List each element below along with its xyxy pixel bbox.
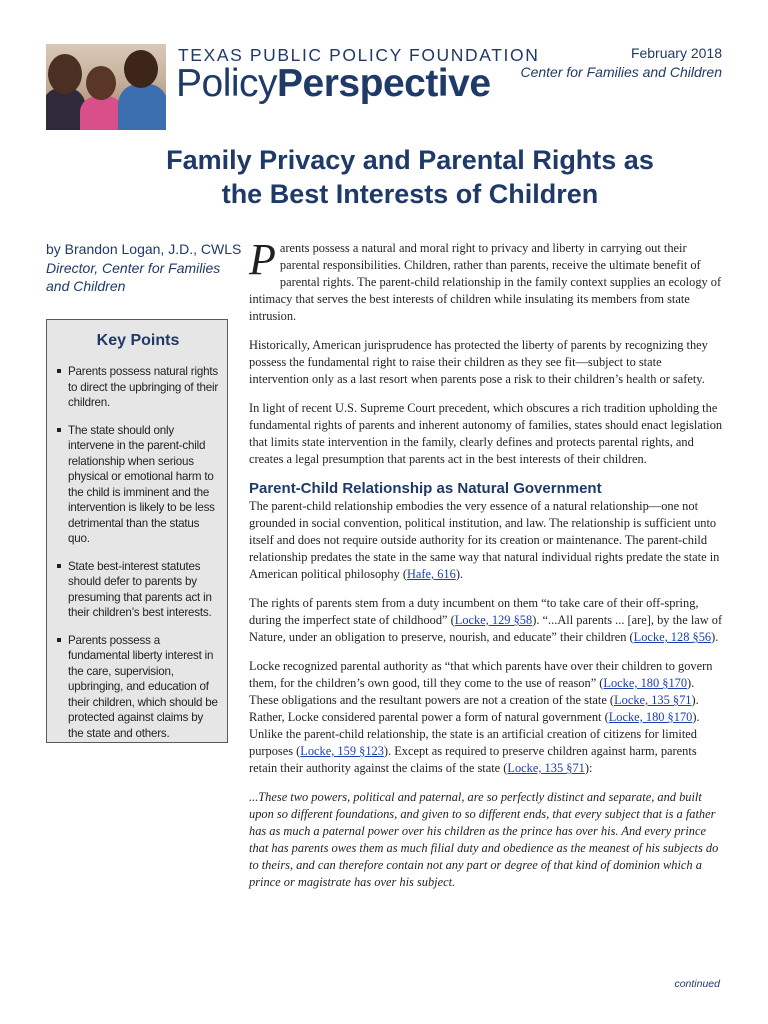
key-point: Parents possess natural rights to direct the upbringing of their children. <box>57 364 219 411</box>
paragraph-5-text: The rights of parents stem from a duty incumbent on them “to take care of their off-spring, during the imperfect state of childhood” ( <box>249 596 699 627</box>
brand-logo <box>176 62 491 106</box>
page-title <box>150 143 670 211</box>
publication-date: February 2018 <box>630 45 722 61</box>
citation-link[interactable]: Hafe, 616 <box>406 567 456 581</box>
paragraph-4-end: ). <box>455 567 464 581</box>
paragraph-3: In light of recent U.S. Supreme Court precedent, which obscures a rich tradition upholding the fundamental rights of parents and inherent autonomy of families, states should enact legislation that limits state intervention in the family, clearly defines and protects parental rights, and creates a legal presumption that parents act in the best interests of their children. <box>249 401 723 466</box>
citation-link[interactable]: Locke, 135 §71 <box>614 693 692 707</box>
paragraph-6 <box>249 658 723 777</box>
publication-info <box>520 44 722 82</box>
key-points-list <box>57 364 219 741</box>
author-role-2: and Children <box>46 278 126 294</box>
paragraph-5-text: ). <box>711 630 719 644</box>
citation-link[interactable]: Locke, 128 §56 <box>633 630 712 644</box>
paragraph-4-text: The parent-child relationship embodies the very essence of a natural relationship—one not grounded in social convention, political institution, and law. The relationship is sufficient unto itself and does not require outside authority for its creation or maintenance. The parent-child relationship predates the state in the same way that natural individual rights predate the state in American political philosophy ( <box>249 499 720 581</box>
key-point: The state should only intervene in the parent-child relationship when serious physical or emotional harm to the child is imminent and the intervention is likely to be less detrimental than the status quo. <box>57 423 219 547</box>
citation-link[interactable]: Locke, 159 §123 <box>300 744 384 758</box>
author-block <box>46 240 246 296</box>
family-photo <box>46 44 166 130</box>
paragraph-4 <box>249 498 723 583</box>
org-name: TEXAS PUBLIC POLICY FOUNDATION <box>178 45 540 65</box>
brand-bold: Perspective <box>277 62 491 105</box>
brand-light: Policy <box>176 62 278 105</box>
citation-link[interactable]: Locke, 180 §170 <box>608 710 693 724</box>
paragraph-5 <box>249 595 723 646</box>
key-point: State best-interest statutes should defer to parents by presuming that parents act in their children’s best interests. <box>57 559 219 621</box>
paragraph-6-text: ). Except as required to preserve children against harm, parents retain their authority against the claims of the state ( <box>249 744 697 775</box>
paragraph-6-text: ). These obligations and the resultant powers are not a creation of the state ( <box>249 676 695 707</box>
author-name: by Brandon Logan, J.D., CWLS <box>46 241 242 257</box>
section-heading: Parent-Child Relationship as Natural Government <box>249 480 602 497</box>
paragraph-1 <box>249 235 723 325</box>
key-points-box <box>46 319 228 743</box>
article-body <box>249 235 723 903</box>
key-point: Parents possess a fundamental liberty interest in the care, supervision, upbringing, and education of their children, which should be protected against claims by the state and others. <box>57 633 219 742</box>
author-role-1: Director, Center for Families <box>46 259 221 276</box>
title-line-1: Family Privacy and Parental Rights as <box>166 145 654 175</box>
key-points-heading: Key Points <box>96 332 180 349</box>
center-name: Center for Families and Children <box>520 64 722 80</box>
continued-label: continued <box>674 978 720 990</box>
drop-cap: P <box>249 235 276 284</box>
citation-link[interactable]: Locke, 129 §58 <box>454 613 533 627</box>
paragraph-5-text: ). “...All parents ... [are], by the law of Nature, under an obligation to preserve, nourish, and educate” their children ( <box>249 613 723 644</box>
paragraph-1-text: arents possess a natural and moral right to privacy and liberty in carrying out their parental responsibilities. Children, rather than parents, receive the ultimate benefit of parental rights. The parent-child relationship in the family context supplies an ecology of intimacy that serves the best interests of children while insulating its members from state intrusion. <box>249 241 722 323</box>
paragraph-6-text: ). Rather, Locke considered parental power a form of natural government ( <box>249 693 699 724</box>
block-quote: ...These two powers, political and paternal, are so perfectly distinct and separate, and built upon so different foundations, and given to so different ends, that every subject that is a father has as much a paternal power over his children as the prince has over his. And every prince that has parents owes them as much filial duty and obedience as the meanest of his subjects do to theirs, and can therefore contain not any part or degree of that kind of dominion which a prince or magistrate has over his subject. <box>249 790 719 889</box>
title-line-2: the Best Interests of Children <box>221 179 599 209</box>
paragraph-6-text: Locke recognized parental authority as “that which parents have over their children to govern them, for the children’s own good, till they come to the use of reason” ( <box>249 659 713 690</box>
citation-link[interactable]: Locke, 180 §170 <box>603 676 688 690</box>
paragraph-6-text: ). Unlike the parent-child relationship, the state is an artificial creation of citizens for limited purposes ( <box>249 710 700 758</box>
citation-link[interactable]: Locke, 135 §71 <box>507 761 585 775</box>
paragraph-6-text: ): <box>584 761 593 775</box>
paragraph-2: Historically, American jurisprudence has protected the liberty of parents by recognizing they possess the fundamental right to raise their children as they see fit—subject to state intervention only as a last resort when parents pose a risk to their children’s health or safety. <box>249 338 708 386</box>
